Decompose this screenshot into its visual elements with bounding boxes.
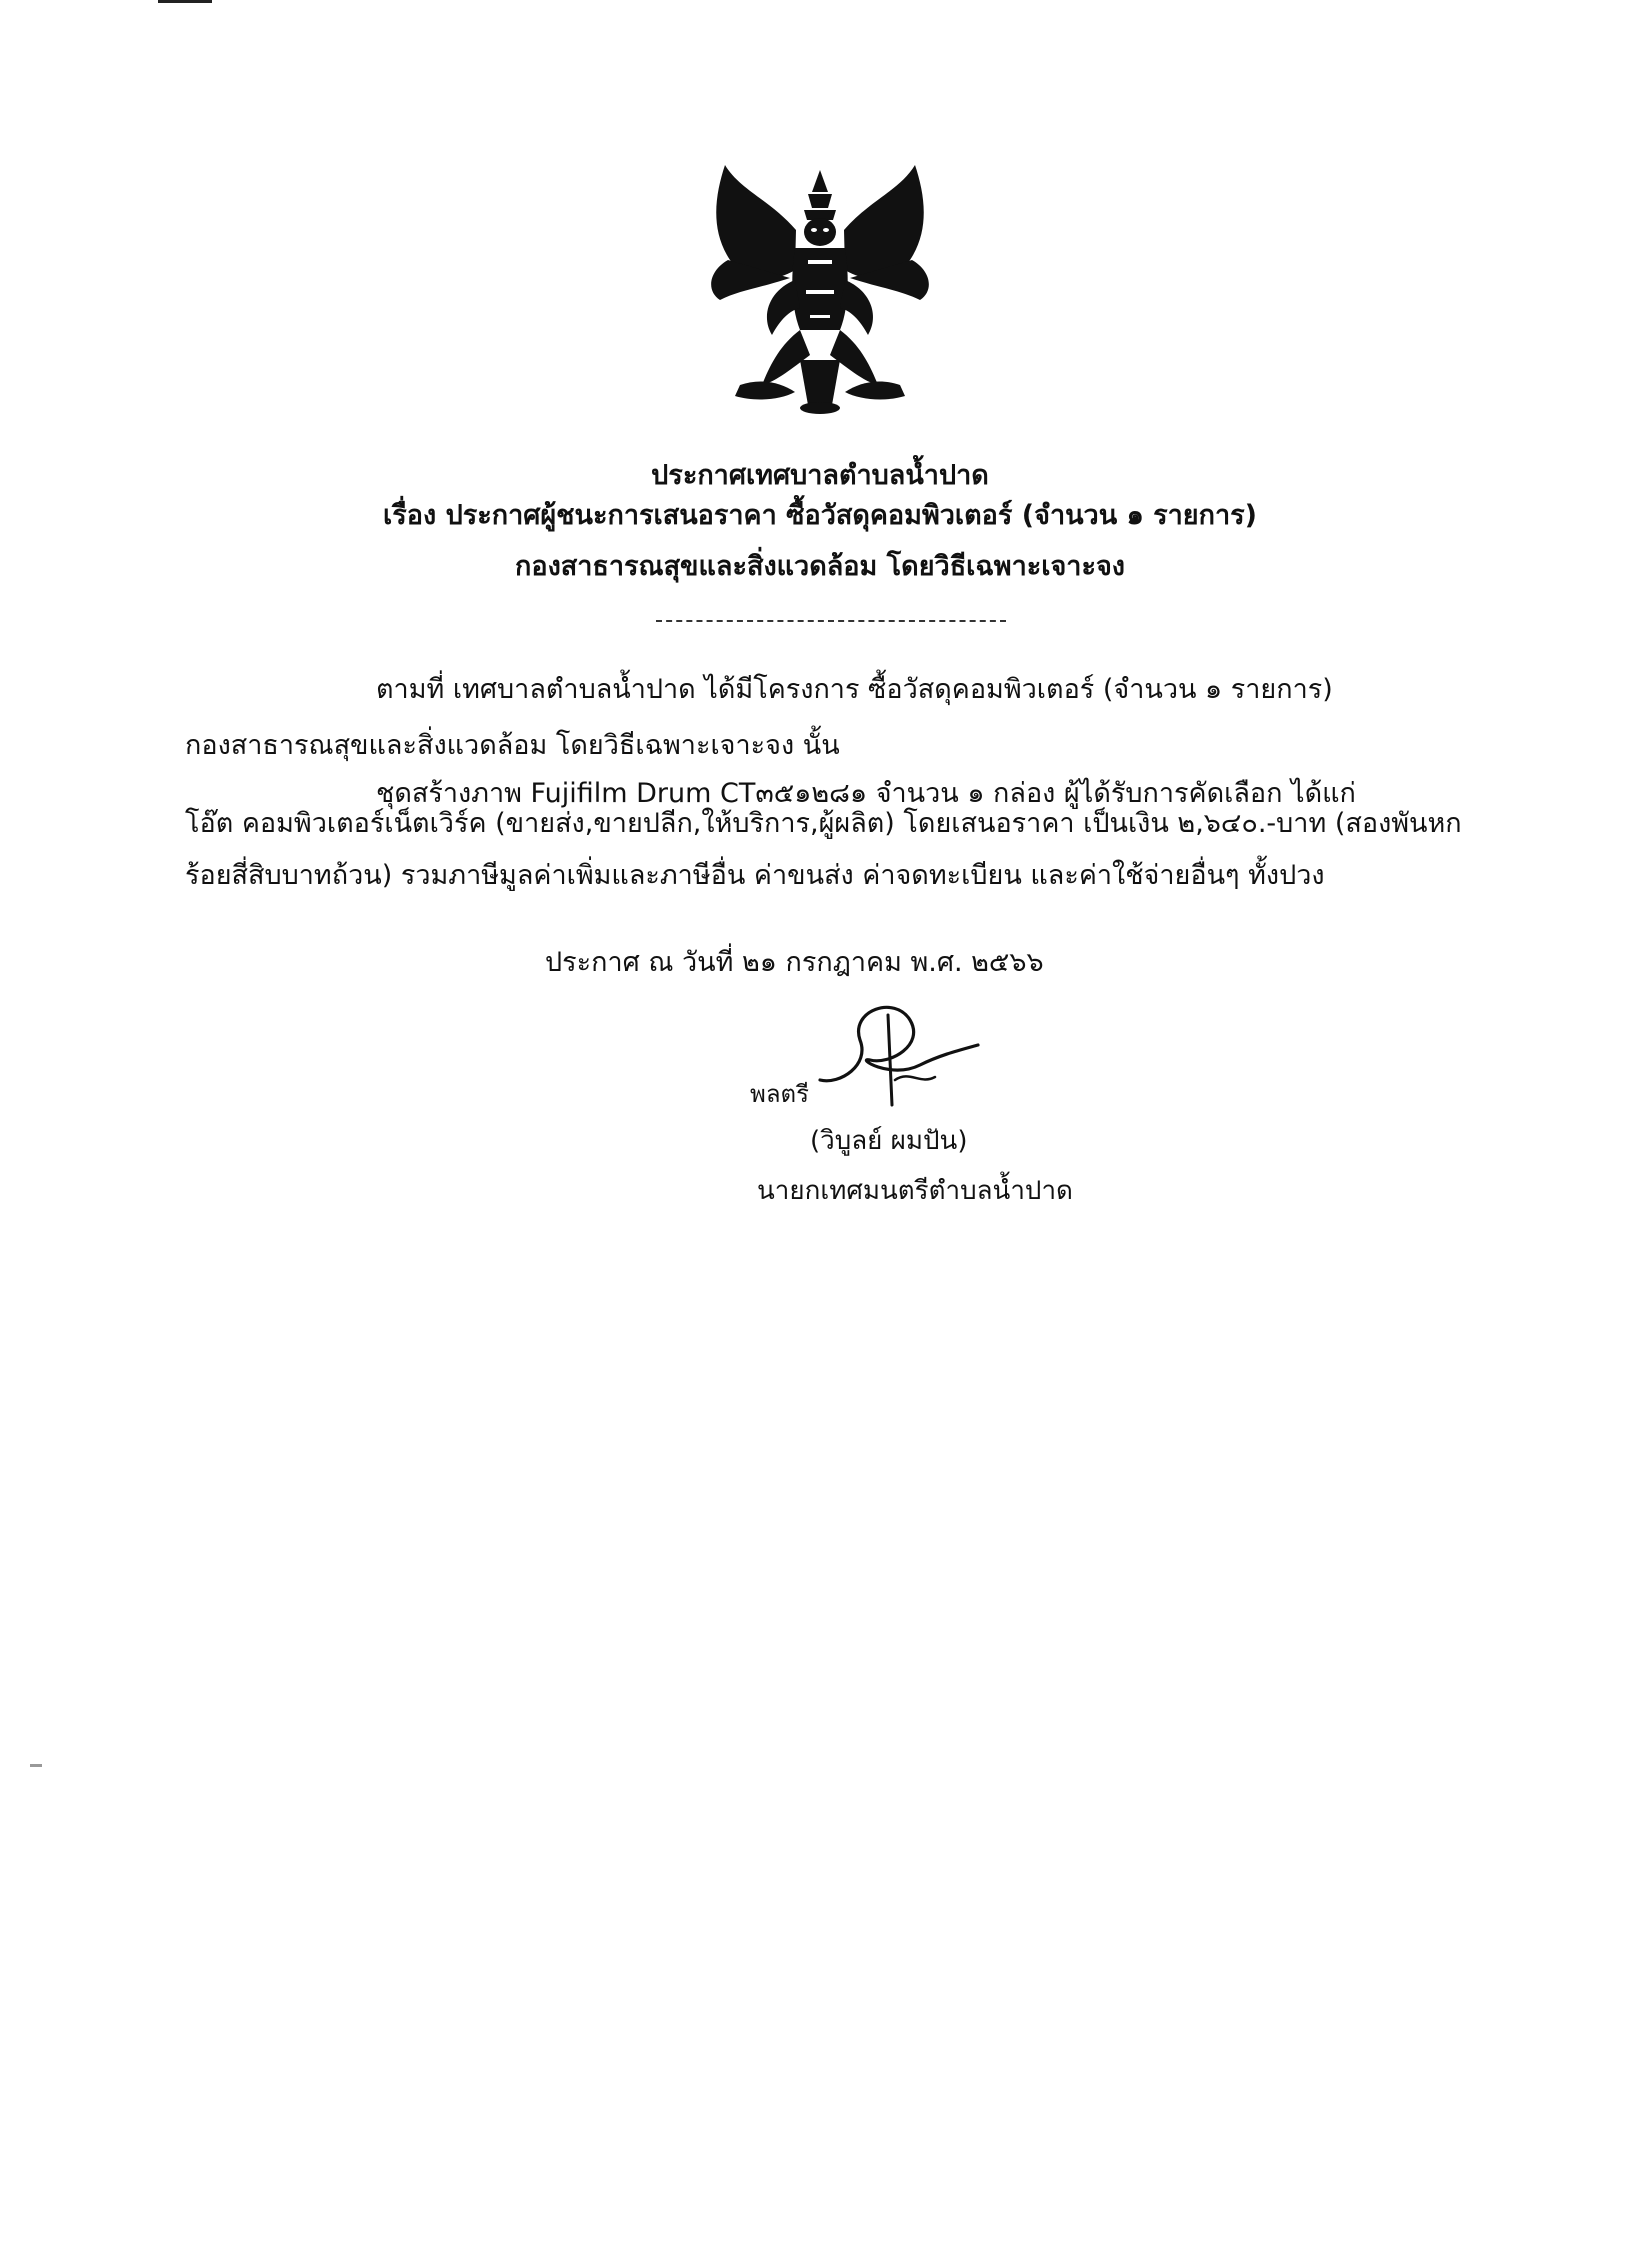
signatory-name: (วิบูลย์ ผมปัน) (810, 1126, 968, 1156)
announcement-subject: เรื่อง ประกาศผู้ชนะการเสนอราคา ซื้อวัสดุคอมพิวเตอร์ (จำนวน ๑ รายการ) (383, 500, 1257, 531)
handwritten-signature-icon (800, 985, 990, 1115)
announcement-title: ประกาศเทศบาลตำบลน้ำปาด (651, 460, 989, 491)
scan-edge-mark (158, 0, 212, 3)
paragraph-2-line-3: ร้อยสี่สิบบาทถ้วน) รวมภาษีมูลค่าเพิ่มและภาษีอื่น ค่าขนส่ง ค่าจดทะเบียน และค่าใช้จ่ายอื่นๆ ทั้งปวง (185, 860, 1325, 891)
scan-speck (30, 1764, 42, 1767)
announcement-date: ประกาศ ณ วันที่ ๒๑ กรกฎาคม พ.ศ. ๒๕๖๖ (545, 947, 1044, 978)
signatory-rank: พลตรี (750, 1080, 810, 1108)
paragraph-1-line-2: กองสาธารณสุขและสิ่งแวดล้อม โดยวิธีเฉพาะเจาะจง นั้น (185, 730, 840, 761)
paragraph-2-line-1: ชุดสร้างภาพ Fujifilm Drum CT๓๕๑๒๘๑ จำนวน ๑ กล่อง ผู้ได้รับการคัดเลือก ได้แก่ (376, 778, 1356, 809)
paragraph-1-line-1: ตามที่ เทศบาลตำบลน้ำปาด ได้มีโครงการ ซื้อวัสดุคอมพิวเตอร์ (จำนวน ๑ รายการ) (376, 674, 1333, 705)
garuda-emblem-icon (700, 160, 940, 415)
title-separator (656, 620, 1006, 622)
announcement-department: กองสาธารณสุขและสิ่งแวดล้อม โดยวิธีเฉพาะเจาะจง (515, 551, 1125, 582)
signatory-position: นายกเทศมนตรีตำบลน้ำปาด (757, 1176, 1073, 1206)
paragraph-2-line-2: โอ๊ต คอมพิวเตอร์เน็ตเวิร์ค (ขายส่ง,ขายปลีก,ให้บริการ,ผู้ผลิต) โดยเสนอราคา เป็นเงิน ๒,๖๔๐.-บาท (สองพันหก (185, 808, 1462, 839)
